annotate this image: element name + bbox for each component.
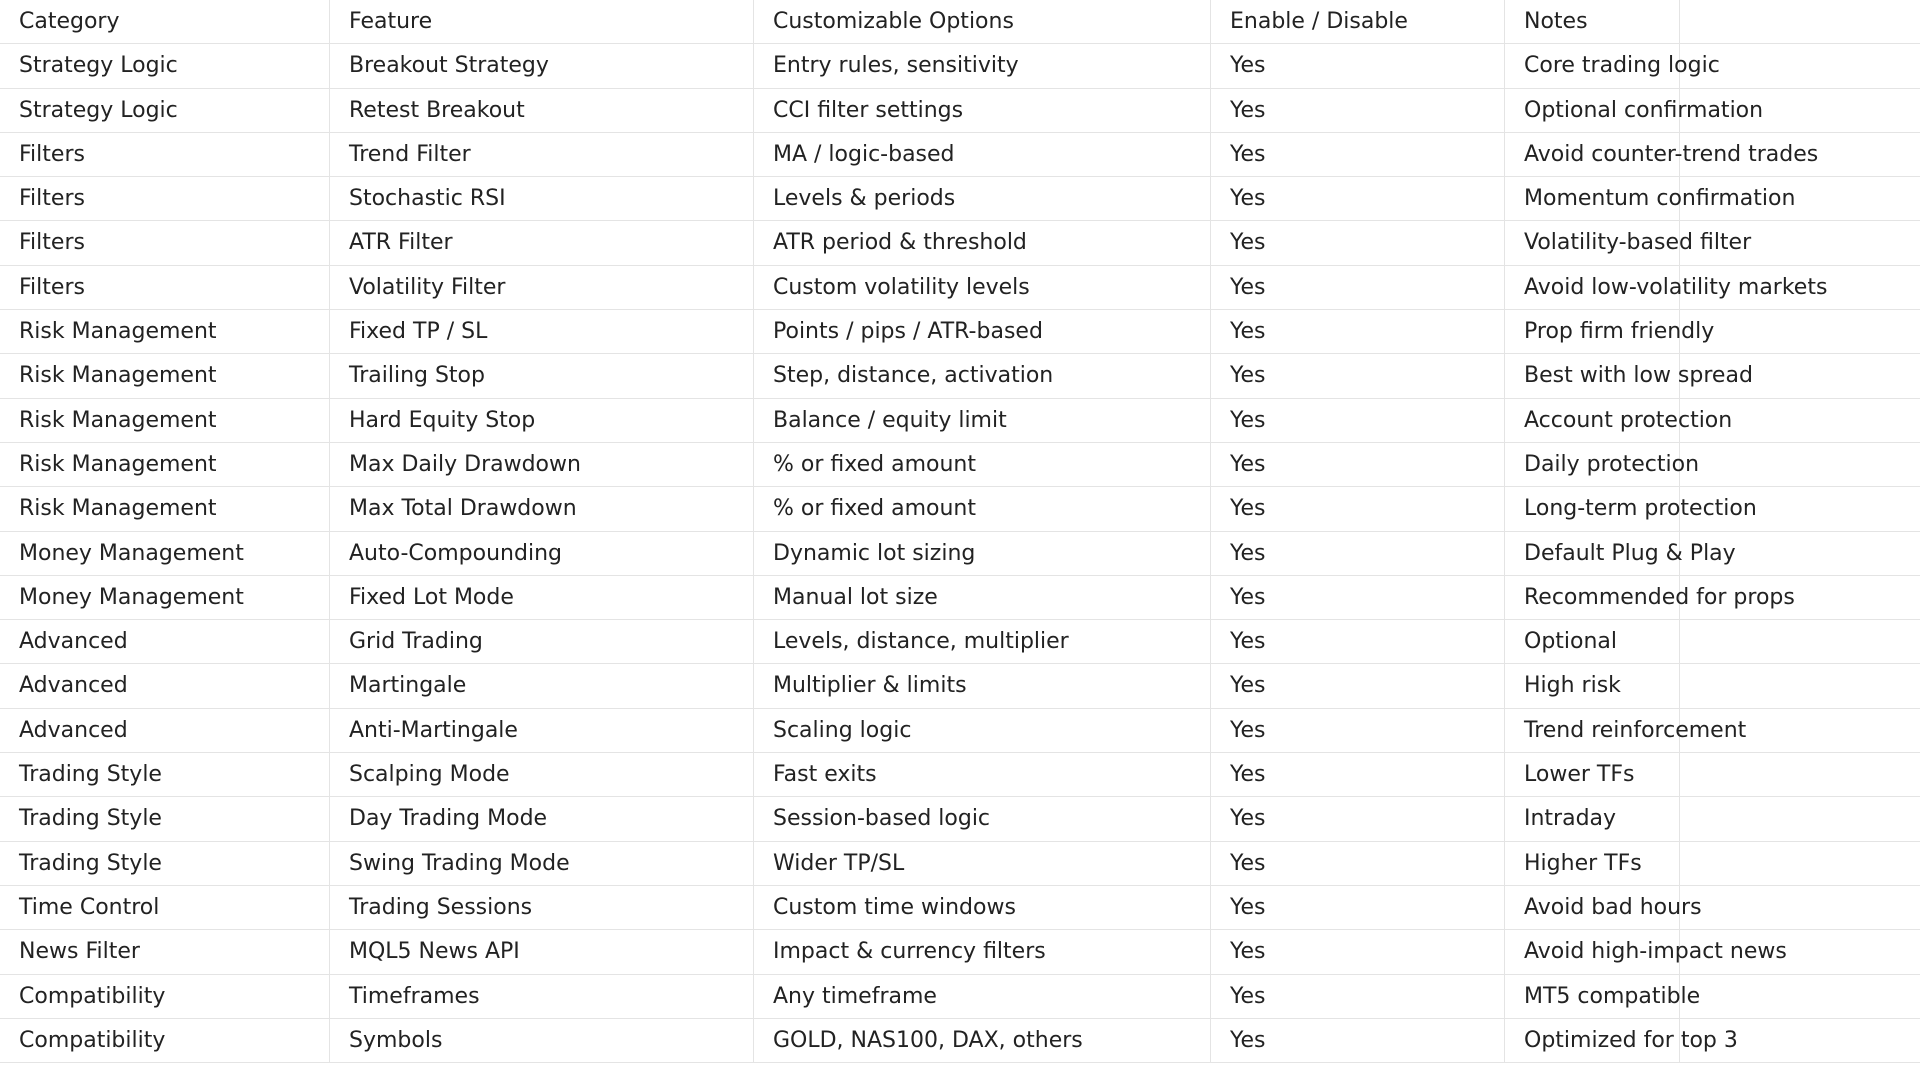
empty-cell[interactable]: [1680, 753, 1920, 797]
cell-category[interactable]: Advanced: [0, 620, 330, 664]
cell-notes[interactable]: Intraday: [1505, 797, 1680, 841]
cell-notes[interactable]: Best with low spread: [1505, 354, 1680, 398]
cell-notes[interactable]: Recommended for props: [1505, 576, 1680, 620]
cell-notes[interactable]: Avoid bad hours: [1505, 886, 1680, 930]
cell-enable-disable[interactable]: Yes: [1211, 576, 1505, 620]
cell-customizable-options[interactable]: Custom volatility levels: [754, 266, 1211, 310]
cell-notes[interactable]: Optional confirmation: [1505, 89, 1680, 133]
cell-customizable-options[interactable]: Multiplier & limits: [754, 664, 1211, 708]
cell-notes[interactable]: Volatility-based filter: [1505, 221, 1680, 265]
cell-category[interactable]: Advanced: [0, 709, 330, 753]
cell-feature[interactable]: ATR Filter: [330, 221, 754, 265]
cell-notes[interactable]: Account protection: [1505, 399, 1680, 443]
cell-customizable-options[interactable]: Fast exits: [754, 753, 1211, 797]
cell-customizable-options[interactable]: % or fixed amount: [754, 443, 1211, 487]
cell-enable-disable[interactable]: Yes: [1211, 443, 1505, 487]
cell-notes[interactable]: Trend reinforcement: [1505, 709, 1680, 753]
cell-feature[interactable]: Volatility Filter: [330, 266, 754, 310]
empty-cell[interactable]: [1680, 975, 1920, 1019]
cell-enable-disable[interactable]: Yes: [1211, 620, 1505, 664]
column-header-customizable-options[interactable]: Customizable Options: [754, 0, 1211, 44]
cell-enable-disable[interactable]: Yes: [1211, 221, 1505, 265]
cell-feature[interactable]: Fixed TP / SL: [330, 310, 754, 354]
cell-enable-disable[interactable]: Yes: [1211, 266, 1505, 310]
column-header-category[interactable]: Category: [0, 0, 330, 44]
cell-category[interactable]: Risk Management: [0, 399, 330, 443]
cell-feature[interactable]: Fixed Lot Mode: [330, 576, 754, 620]
cell-category[interactable]: Money Management: [0, 576, 330, 620]
cell-category[interactable]: Trading Style: [0, 842, 330, 886]
empty-cell[interactable]: [1680, 886, 1920, 930]
cell-feature[interactable]: Trend Filter: [330, 133, 754, 177]
cell-enable-disable[interactable]: Yes: [1211, 664, 1505, 708]
cell-enable-disable[interactable]: Yes: [1211, 487, 1505, 531]
cell-customizable-options[interactable]: Wider TP/SL: [754, 842, 1211, 886]
cell-notes[interactable]: Momentum confirmation: [1505, 177, 1680, 221]
cell-notes[interactable]: Default Plug & Play: [1505, 532, 1680, 576]
cell-customizable-options[interactable]: Custom time windows: [754, 886, 1211, 930]
cell-enable-disable[interactable]: Yes: [1211, 797, 1505, 841]
cell-feature[interactable]: Breakout Strategy: [330, 44, 754, 88]
cell-enable-disable[interactable]: Yes: [1211, 975, 1505, 1019]
cell-feature[interactable]: Symbols: [330, 1019, 754, 1063]
cell-category[interactable]: News Filter: [0, 930, 330, 974]
cell-customizable-options[interactable]: Manual lot size: [754, 576, 1211, 620]
cell-feature[interactable]: Retest Breakout: [330, 89, 754, 133]
cell-notes[interactable]: Avoid low-volatility markets: [1505, 266, 1680, 310]
cell-feature[interactable]: Auto-Compounding: [330, 532, 754, 576]
cell-customizable-options[interactable]: Balance / equity limit: [754, 399, 1211, 443]
cell-notes[interactable]: Daily protection: [1505, 443, 1680, 487]
cell-enable-disable[interactable]: Yes: [1211, 177, 1505, 221]
cell-customizable-options[interactable]: CCI filter settings: [754, 89, 1211, 133]
cell-notes[interactable]: Higher TFs: [1505, 842, 1680, 886]
empty-cell[interactable]: [1680, 842, 1920, 886]
cell-category[interactable]: Trading Style: [0, 797, 330, 841]
cell-customizable-options[interactable]: Scaling logic: [754, 709, 1211, 753]
cell-enable-disable[interactable]: Yes: [1211, 842, 1505, 886]
column-header-feature[interactable]: Feature: [330, 0, 754, 44]
cell-customizable-options[interactable]: ATR period & threshold: [754, 221, 1211, 265]
cell-feature[interactable]: Trailing Stop: [330, 354, 754, 398]
cell-feature[interactable]: Timeframes: [330, 975, 754, 1019]
cell-feature[interactable]: MQL5 News API: [330, 930, 754, 974]
cell-notes[interactable]: Optimized for top 3: [1505, 1019, 1680, 1063]
column-header-notes[interactable]: Notes: [1505, 0, 1680, 44]
cell-notes[interactable]: Avoid high-impact news: [1505, 930, 1680, 974]
cell-customizable-options[interactable]: Session-based logic: [754, 797, 1211, 841]
cell-category[interactable]: Filters: [0, 221, 330, 265]
cell-enable-disable[interactable]: Yes: [1211, 354, 1505, 398]
cell-notes[interactable]: Core trading logic: [1505, 44, 1680, 88]
cell-category[interactable]: Money Management: [0, 532, 330, 576]
cell-customizable-options[interactable]: Any timeframe: [754, 975, 1211, 1019]
cell-enable-disable[interactable]: Yes: [1211, 532, 1505, 576]
cell-customizable-options[interactable]: Entry rules, sensitivity: [754, 44, 1211, 88]
cell-notes[interactable]: Avoid counter-trend trades: [1505, 133, 1680, 177]
cell-category[interactable]: Trading Style: [0, 753, 330, 797]
cell-category[interactable]: Advanced: [0, 664, 330, 708]
cell-enable-disable[interactable]: Yes: [1211, 310, 1505, 354]
cell-category[interactable]: Filters: [0, 266, 330, 310]
cell-category[interactable]: Strategy Logic: [0, 89, 330, 133]
empty-cell[interactable]: [1680, 664, 1920, 708]
cell-feature[interactable]: Day Trading Mode: [330, 797, 754, 841]
cell-enable-disable[interactable]: Yes: [1211, 89, 1505, 133]
empty-cell[interactable]: [1680, 797, 1920, 841]
cell-customizable-options[interactable]: Impact & currency filters: [754, 930, 1211, 974]
empty-cell[interactable]: [1680, 310, 1920, 354]
empty-cell[interactable]: [1680, 620, 1920, 664]
cell-notes[interactable]: High risk: [1505, 664, 1680, 708]
cell-category[interactable]: Compatibility: [0, 975, 330, 1019]
cell-customizable-options[interactable]: Step, distance, activation: [754, 354, 1211, 398]
cell-category[interactable]: Risk Management: [0, 310, 330, 354]
cell-category[interactable]: Filters: [0, 133, 330, 177]
cell-notes[interactable]: Long-term protection: [1505, 487, 1680, 531]
empty-cell[interactable]: [1680, 443, 1920, 487]
empty-cell[interactable]: [1680, 0, 1920, 44]
column-header-enable-disable[interactable]: Enable / Disable: [1211, 0, 1505, 44]
cell-customizable-options[interactable]: % or fixed amount: [754, 487, 1211, 531]
cell-category[interactable]: Strategy Logic: [0, 44, 330, 88]
cell-feature[interactable]: Max Total Drawdown: [330, 487, 754, 531]
cell-enable-disable[interactable]: Yes: [1211, 930, 1505, 974]
cell-notes[interactable]: Optional: [1505, 620, 1680, 664]
cell-category[interactable]: Risk Management: [0, 354, 330, 398]
cell-feature[interactable]: Hard Equity Stop: [330, 399, 754, 443]
cell-customizable-options[interactable]: MA / logic-based: [754, 133, 1211, 177]
cell-notes[interactable]: Prop firm friendly: [1505, 310, 1680, 354]
cell-enable-disable[interactable]: Yes: [1211, 753, 1505, 797]
cell-feature[interactable]: Max Daily Drawdown: [330, 443, 754, 487]
cell-enable-disable[interactable]: Yes: [1211, 44, 1505, 88]
cell-customizable-options[interactable]: Dynamic lot sizing: [754, 532, 1211, 576]
cell-category[interactable]: Risk Management: [0, 443, 330, 487]
cell-feature[interactable]: Scalping Mode: [330, 753, 754, 797]
cell-category[interactable]: Compatibility: [0, 1019, 330, 1063]
cell-customizable-options[interactable]: Levels, distance, multiplier: [754, 620, 1211, 664]
cell-enable-disable[interactable]: Yes: [1211, 709, 1505, 753]
cell-category[interactable]: Risk Management: [0, 487, 330, 531]
cell-feature[interactable]: Grid Trading: [330, 620, 754, 664]
cell-feature[interactable]: Swing Trading Mode: [330, 842, 754, 886]
cell-customizable-options[interactable]: Points / pips / ATR-based: [754, 310, 1211, 354]
cell-enable-disable[interactable]: Yes: [1211, 1019, 1505, 1063]
cell-notes[interactable]: MT5 compatible: [1505, 975, 1680, 1019]
cell-enable-disable[interactable]: Yes: [1211, 886, 1505, 930]
cell-feature[interactable]: Trading Sessions: [330, 886, 754, 930]
cell-category[interactable]: Filters: [0, 177, 330, 221]
cell-customizable-options[interactable]: Levels & periods: [754, 177, 1211, 221]
cell-feature[interactable]: Martingale: [330, 664, 754, 708]
cell-feature[interactable]: Stochastic RSI: [330, 177, 754, 221]
cell-notes[interactable]: Lower TFs: [1505, 753, 1680, 797]
cell-enable-disable[interactable]: Yes: [1211, 133, 1505, 177]
cell-customizable-options[interactable]: GOLD, NAS100, DAX, others: [754, 1019, 1211, 1063]
cell-enable-disable[interactable]: Yes: [1211, 399, 1505, 443]
cell-feature[interactable]: Anti-Martingale: [330, 709, 754, 753]
cell-category[interactable]: Time Control: [0, 886, 330, 930]
